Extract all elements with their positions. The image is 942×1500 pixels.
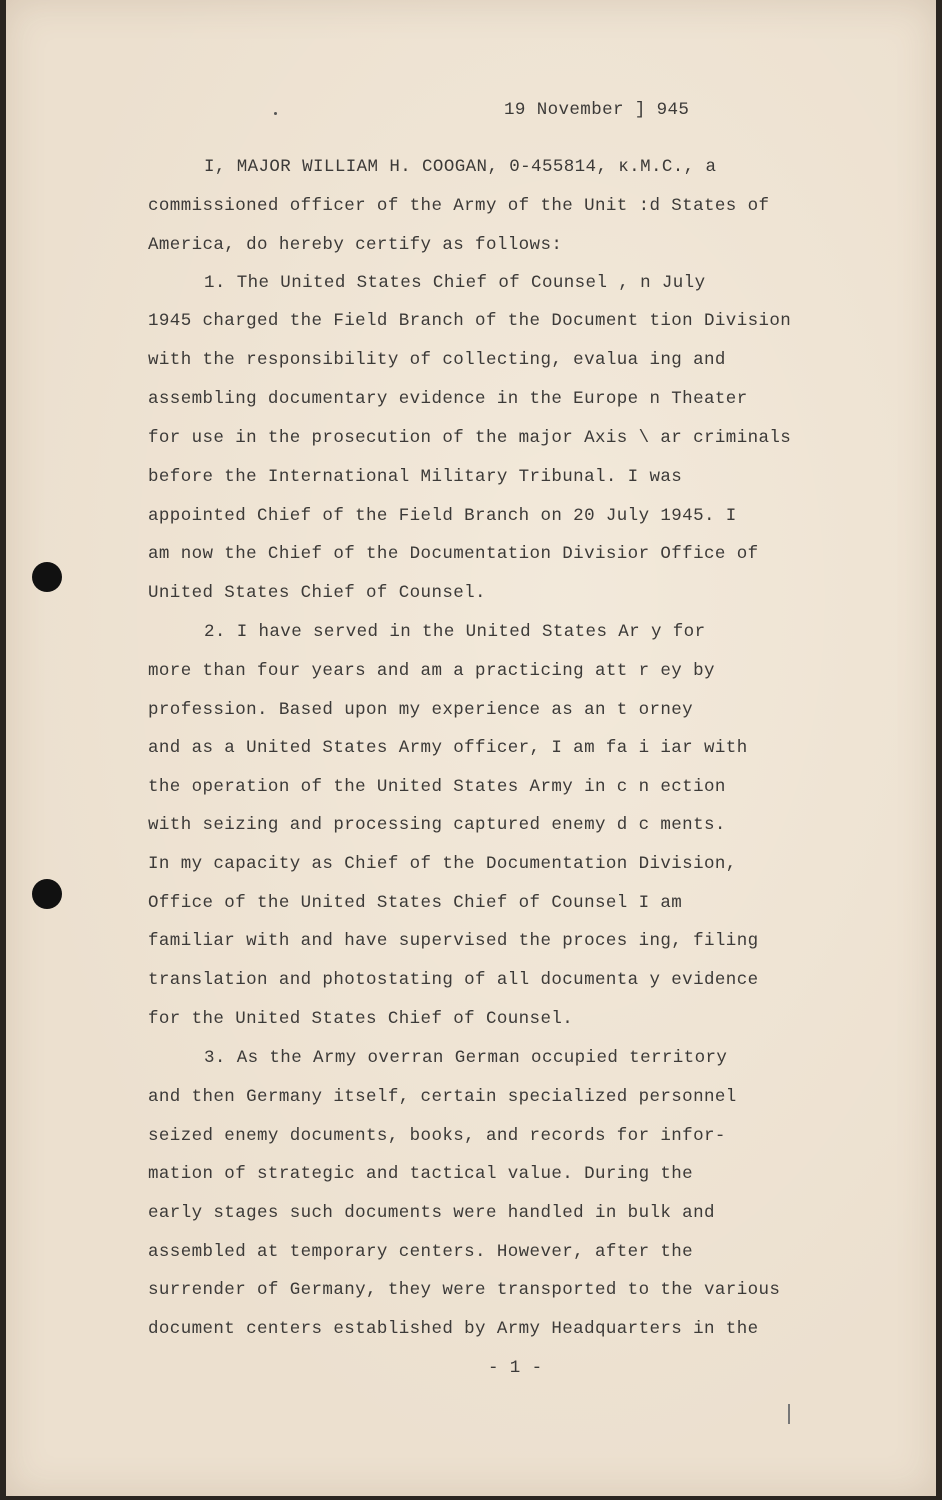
text-line: and as a United States Army officer, I am fa i iar with	[148, 738, 748, 758]
text-line: familiar with and have supervised the proces ing, filing	[148, 931, 759, 951]
text-line: 3. As the Army overran German occupied territory	[204, 1048, 728, 1068]
text-line: appointed Chief of the Field Branch on 20 July 1945. I	[148, 506, 737, 526]
text-line: In my capacity as Chief of the Documentation Division,	[148, 854, 737, 874]
text-line: assembling documentary evidence in the Europe n Theater	[148, 389, 748, 409]
punch-hole-top	[32, 562, 62, 592]
text-line: document centers established by Army Headquarters in the	[148, 1319, 759, 1339]
text-line: for use in the prosecution of the major Axis \ ar criminals	[148, 428, 792, 448]
text-line: 1. The United States Chief of Counsel , n July	[204, 273, 706, 293]
text-line: am now the Chief of the Documentation Divisior Office of	[148, 544, 759, 564]
punch-hole-bottom	[32, 879, 62, 909]
text-line: 2. I have served in the United States Ar y for	[204, 622, 706, 642]
text-line: before the International Military Tribunal. I was	[148, 467, 683, 487]
text-line: the operation of the United States Army in c n ection	[148, 777, 726, 797]
text-line: profession. Based upon my experience as an t orney	[148, 700, 694, 720]
text-line: 1945 charged the Field Branch of the Document tion Division	[148, 311, 792, 331]
text-line: seized enemy documents, books, and records for infor-	[148, 1126, 726, 1146]
text-line: and then Germany itself, certain specialized personnel	[148, 1087, 737, 1107]
text-line: Office of the United States Chief of Counsel I am	[148, 893, 683, 913]
text-line: surrender of Germany, they were transported to the various	[148, 1280, 781, 1300]
text-line: with the responsibility of collecting, evalua ing and	[148, 350, 726, 370]
text-line: early stages such documents were handled in bulk and	[148, 1203, 715, 1223]
text-line: mation of strategic and tactical value. During the	[148, 1164, 694, 1184]
text-line: I, MAJOR WILLIAM H. COOGAN, 0-455814, ĸ.M.C., a	[204, 157, 717, 177]
page-number: - 1 -	[488, 1358, 543, 1378]
text-line: assembled at temporary centers. However, after the	[148, 1242, 694, 1262]
text-line: commissioned officer of the Army of the Unit :d States of	[148, 196, 770, 216]
text-line: more than four years and am a practicing att r ey by	[148, 661, 715, 681]
stray-pencil-mark	[788, 1404, 790, 1424]
text-line: translation and photostating of all documenta y evidence	[148, 970, 759, 990]
text-line: for the United States Chief of Counsel.	[148, 1009, 574, 1029]
document-date: 19 November ] 945	[504, 100, 690, 120]
text-line: America, do hereby certify as follows:	[148, 235, 563, 255]
document-page	[6, 0, 936, 1496]
text-line: with seizing and processing captured enemy d c ments.	[148, 815, 726, 835]
text-line: United States Chief of Counsel.	[148, 583, 486, 603]
stray-mark	[274, 112, 277, 115]
